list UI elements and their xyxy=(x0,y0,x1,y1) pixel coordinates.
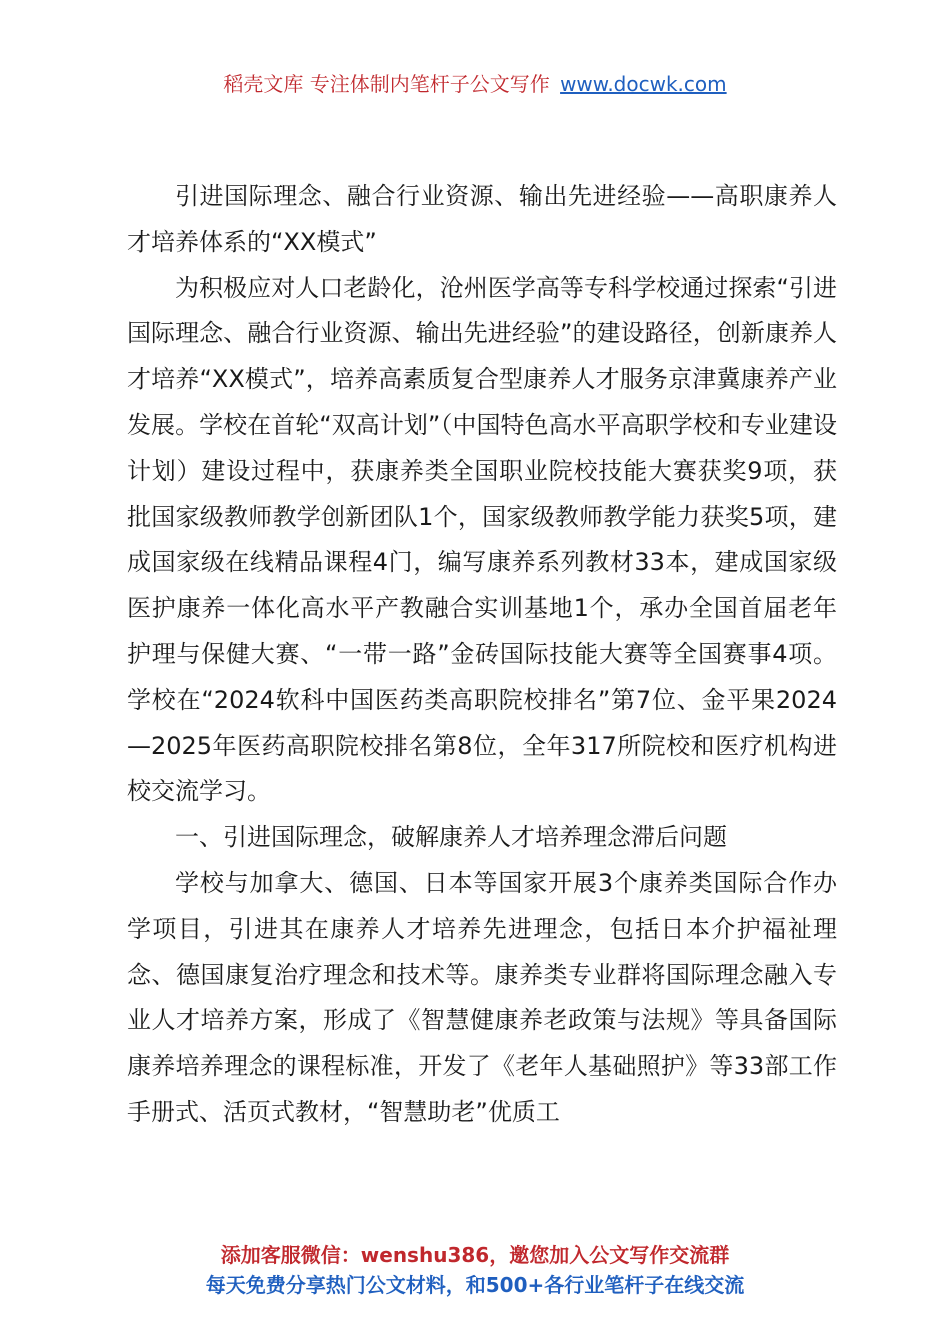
page-footer xyxy=(0,1240,950,1300)
header-brand: 稻壳文库 专注体制内笔杆子公文写作 xyxy=(223,72,550,96)
page-header xyxy=(0,70,950,98)
footer-promo-line: 每天免费分享热门公文材料，和500+各行业笔杆子在线交流 xyxy=(205,1273,745,1297)
section-heading-1: 一、引进国际理念，破解康养人才培养理念滞后问题 xyxy=(175,823,727,852)
document-body xyxy=(127,174,837,1136)
paragraph-intro: 为积极应对人口老龄化，沧州医学高等专科学校通过探索“引进国际理念、融合行业资源、输出先进经验”的建设路径，创新康养人才培养“XX模式”，培养高素质复合型康养人才服务京津冀康养产业发展。学校在首轮“双高计划”（中国特色高水平高职学校和专业建设计划）建设过程中，获康养类全国职业院校技能大赛获奖9项，获批国家级教师教学创新团队1个，国家级教师教学能力获奖5项，建成国家级在线精品课程4门，编写康养系列教材33本，建成国家级医护康养一体化高水平产教融合实训基地1个，承办全国首届老年护理与保健大赛、“一带一路”金砖国际技能大赛等全国赛事4项。学校在“2024软科中国医药类高职院校排名”第7位、金平果2024—2025年医药高职院校排名第8位，全年317所院校和医疗机构进校交流学习。 xyxy=(127,273,837,806)
document-title: 引进国际理念、融合行业资源、输出先进经验——高职康养人才培养体系的“XX模式” xyxy=(127,182,837,256)
header-url-link[interactable]: www.docwk.com xyxy=(560,72,727,96)
footer-contact-line: 添加客服微信：wenshu386，邀您加入公文写作交流群 xyxy=(220,1243,730,1267)
paragraph-section-1: 学校与加拿大、德国、日本等国家开展3个康养类国际合作办学项目，引进其在康养人才培养先进理念，包括日本介护福祉理念、德国康复治疗理念和技术等。康养类专业群将国际理念融入专业人才培养方案，形成了《智慧健康养老政策与法规》等具备国际康养培养理念的课程标准，开发了《老年人基础照护》等33部工作手册式、活页式教材，“智慧助老”优质工 xyxy=(127,868,837,1126)
